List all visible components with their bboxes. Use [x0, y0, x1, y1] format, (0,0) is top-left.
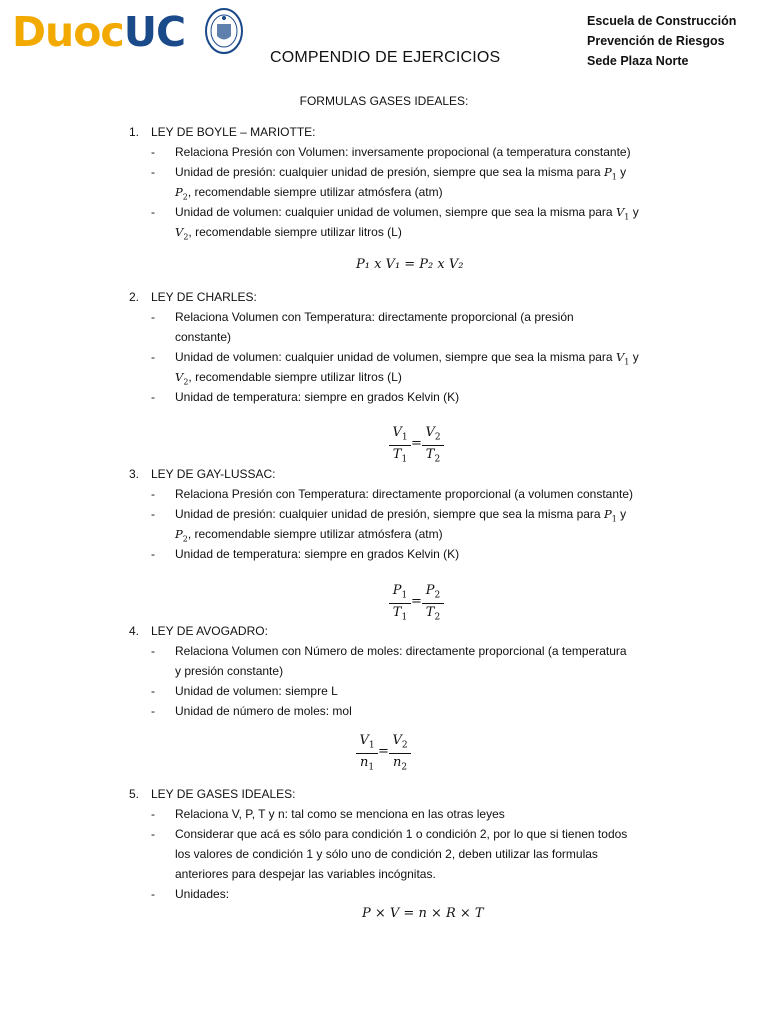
section-title: LEY DE GASES IDEALES:	[151, 787, 296, 801]
school-name: Escuela de Construcción	[587, 14, 737, 28]
equals-sign: =	[411, 436, 422, 451]
list-item-continuation: $V_2$, recomendable siempre utilizar litros (L)	[175, 225, 402, 242]
section-number: 4.	[129, 624, 140, 638]
bullet-dash: -	[151, 145, 155, 159]
list-item-text: y	[620, 165, 627, 179]
list-item-continuation: los valores de condición 1 y sólo uno de condición 2, deben utilizar las formulas	[175, 847, 598, 861]
list-item: Relaciona Volumen con Temperatura: directamente proporcional (a presión	[175, 310, 574, 324]
section-title: LEY DE AVOGADRO:	[151, 624, 268, 638]
list-item-text: y	[632, 205, 639, 219]
list-item-text: Unidad de presión: cualquier unidad de presión, siempre que sea la misma para	[175, 507, 601, 521]
bullet-dash: -	[151, 507, 155, 521]
section-title: LEY DE GAY-LUSSAC:	[151, 467, 276, 481]
logo-duoc-text: Duoc	[12, 8, 124, 56]
logo-uc-text: UC	[123, 8, 186, 56]
boyle-formula: P₁ x V₁ = P₂ x V₂	[356, 257, 464, 272]
uc-seal-icon	[204, 6, 244, 56]
list-item-continuation: $P_2$, recomendable siempre utilizar atmósfera (atm)	[175, 185, 443, 202]
bullet-dash: -	[151, 205, 155, 219]
bullet-dash: -	[151, 310, 155, 324]
document-title: COMPENDIO DE EJERCICIOS	[270, 49, 501, 66]
list-item-text: Unidad de presión: cualquier unidad de presión, siempre que sea la misma para	[175, 165, 601, 179]
bullet-dash: -	[151, 390, 155, 404]
list-item-text: , recomendable siempre utilizar litros (L)	[188, 225, 402, 239]
bullet-dash: -	[151, 487, 155, 501]
bullet-dash: -	[151, 165, 155, 179]
list-item-text: , recomendable siempre utilizar atmósfera (atm)	[187, 527, 443, 541]
section-number: 3.	[129, 467, 140, 481]
list-item-continuation: $P_2$, recomendable siempre utilizar atmósfera (atm)	[175, 527, 443, 544]
bullet-dash: -	[151, 547, 155, 561]
campus-name: Sede Plaza Norte	[587, 54, 689, 68]
section-heading	[129, 290, 257, 304]
list-item-text: Unidad de volumen: cualquier unidad de volumen, siempre que sea la misma para	[175, 350, 613, 364]
equals-sign: =	[411, 594, 422, 609]
list-item: Unidades:	[175, 887, 230, 901]
bullet-dash: -	[151, 704, 155, 718]
section-number: 2.	[129, 290, 140, 304]
list-item-text: y	[632, 350, 639, 364]
ideal-gas-formula: P × V = n × R × T	[362, 906, 484, 921]
list-item: Unidad de presión: cualquier unidad de presión, siempre que sea la misma para $P_1$ y	[175, 165, 627, 182]
list-item: Unidad de número de moles: mol	[175, 704, 352, 718]
bullet-dash: -	[151, 887, 155, 901]
list-item: Unidad de temperatura: siempre en grados Kelvin (K)	[175, 390, 460, 404]
section-heading	[129, 624, 268, 638]
header-info	[587, 11, 736, 71]
section-heading	[129, 787, 296, 801]
list-item-text: y	[620, 507, 627, 521]
list-item: Relaciona Volumen con Número de moles: directamente proporcional (a temperatura	[175, 644, 627, 658]
list-item: Unidad de presión: cualquier unidad de presión, siempre que sea la misma para $P_1$ y	[175, 507, 627, 524]
section-title: LEY DE CHARLES:	[151, 290, 257, 304]
bullet-dash: -	[151, 644, 155, 658]
list-item: Unidad de volumen: cualquier unidad de volumen, siempre que sea la misma para $V_1$ y	[175, 205, 639, 222]
list-item: Considerar que acá es sólo para condición 1 o condición 2, por lo que si tienen todos	[175, 827, 628, 841]
section-heading	[129, 125, 316, 139]
list-item-text: , recomendable siempre utilizar litros (L)	[188, 370, 402, 384]
equals-sign: =	[378, 744, 389, 759]
list-item-continuation: $V_2$, recomendable siempre utilizar litros (L)	[175, 370, 402, 387]
bullet-dash: -	[151, 350, 155, 364]
section-heading	[129, 467, 276, 481]
list-item-continuation: y presión constante)	[175, 664, 284, 678]
section-number: 1.	[129, 125, 140, 139]
duoc-uc-logo	[12, 6, 185, 58]
list-item: Relaciona V, P, T y n: tal como se menciona en las otras leyes	[175, 807, 505, 821]
bullet-dash: -	[151, 684, 155, 698]
bullet-dash: -	[151, 827, 155, 841]
program-name: Prevención de Riesgos	[587, 34, 725, 48]
list-item: Unidad de temperatura: siempre en grados Kelvin (K)	[175, 547, 460, 561]
list-item-continuation: anteriores para despejar las variables incógnitas.	[175, 867, 436, 881]
list-item-text: Unidad de volumen: cualquier unidad de volumen, siempre que sea la misma para	[175, 205, 613, 219]
list-item: Relaciona Presión con Volumen: inversamente propocional (a temperatura constante)	[175, 145, 631, 159]
bullet-dash: -	[151, 807, 155, 821]
section-title: LEY DE BOYLE – MARIOTTE:	[151, 125, 316, 139]
list-item: Relaciona Presión con Temperatura: directamente proporcional (a volumen constante)	[175, 487, 634, 501]
list-item-continuation: constante)	[175, 330, 232, 344]
subtitle: FORMULAS GASES IDEALES:	[299, 94, 469, 108]
list-item-text: , recomendable siempre utilizar atmósfera (atm)	[187, 185, 443, 199]
list-item: Unidad de volumen: siempre L	[175, 684, 338, 698]
list-item: Unidad de volumen: cualquier unidad de volumen, siempre que sea la misma para $V_1$ y	[175, 350, 639, 367]
section-number: 5.	[129, 787, 140, 801]
